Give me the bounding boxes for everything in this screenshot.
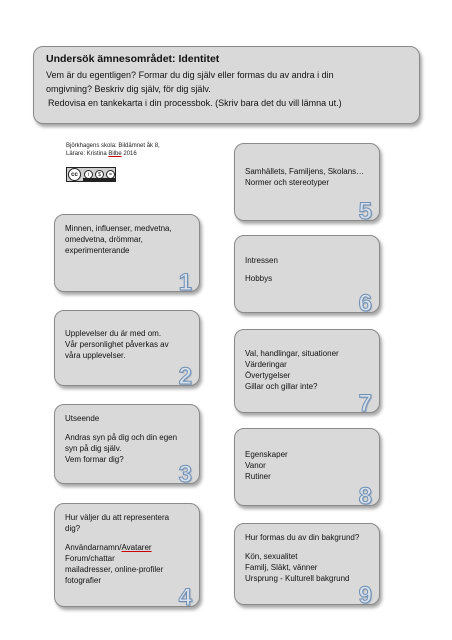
credit-text [66, 142, 160, 158]
box-number: 7 [358, 390, 372, 417]
intro-line-2: omgivning? Beskriv dig själv, för dig själv. [46, 84, 211, 94]
intro-line-1: Vem är du egentligen? Formar du dig själv eller formas du av andra i din [46, 70, 334, 80]
noncommercial-icon: $ [95, 170, 104, 179]
box-number: 3 [178, 461, 192, 488]
teacher-name: Bilbe [108, 151, 122, 157]
intro-line-3: Redovisa en tankekarta i din processbok. (Skriv bara det du vill lämna ut.) [48, 98, 342, 108]
box-number: 6 [358, 290, 372, 317]
topic-box-5: Samhällets, Familjens, Skolans… Normer och stereotyper 5 [234, 143, 380, 221]
topic-box-9: Hur formas du av din bakgrund? Kön, sexualitet Familj, Släkt, vänner Ursprung - Kulturell bakgrund 9 [234, 523, 380, 605]
topic-box-1: Minnen, influenser, medvetna, omedvetna, drömmar, experimenterande 1 [54, 214, 200, 292]
topic-box-6: Intressen Hobbys 6 [234, 235, 380, 313]
credit-school: Björkhagens skola: Bildämnet åk 8, [66, 143, 160, 149]
noderivatives-icon: = [106, 170, 115, 179]
creative-commons-badge [66, 167, 116, 182]
topic-box-8: Egenskaper Vanor Rutiner 8 [234, 428, 380, 506]
page-title: Undersök ämnesområdet: Identitet [46, 53, 220, 65]
box-number: 9 [358, 582, 372, 609]
license-band [83, 178, 116, 181]
topic-box-7: Val, handlingar, situationer Värderingar Övertygelser Gillar och gillar inte? 7 [234, 329, 380, 413]
box-number: 4 [178, 584, 192, 611]
credit-teacher: Lärare: Kristina Bilbe 2016 [66, 151, 137, 157]
box-number: 2 [178, 363, 192, 390]
topic-box-4: Hur väljer du att representera dig? Användarnamn/Avatarer Forum/chattar mailadresser, online-profiler fotografier 4 [54, 503, 200, 607]
attribution-icon: i [84, 170, 93, 179]
topic-box-3: Utseende Andras syn på dig och din egen syn på dig själv. Vem formar dig? 3 [54, 404, 200, 484]
box-number: 8 [358, 483, 372, 510]
topic-box-2: Upplevelser du är med om. Vår personlighet påverkas av våra upplevelser. 2 [54, 310, 200, 386]
box-number: 1 [178, 269, 192, 296]
cc-icon: cc [68, 168, 81, 181]
box-number: 5 [358, 198, 372, 225]
header-box [33, 46, 420, 124]
